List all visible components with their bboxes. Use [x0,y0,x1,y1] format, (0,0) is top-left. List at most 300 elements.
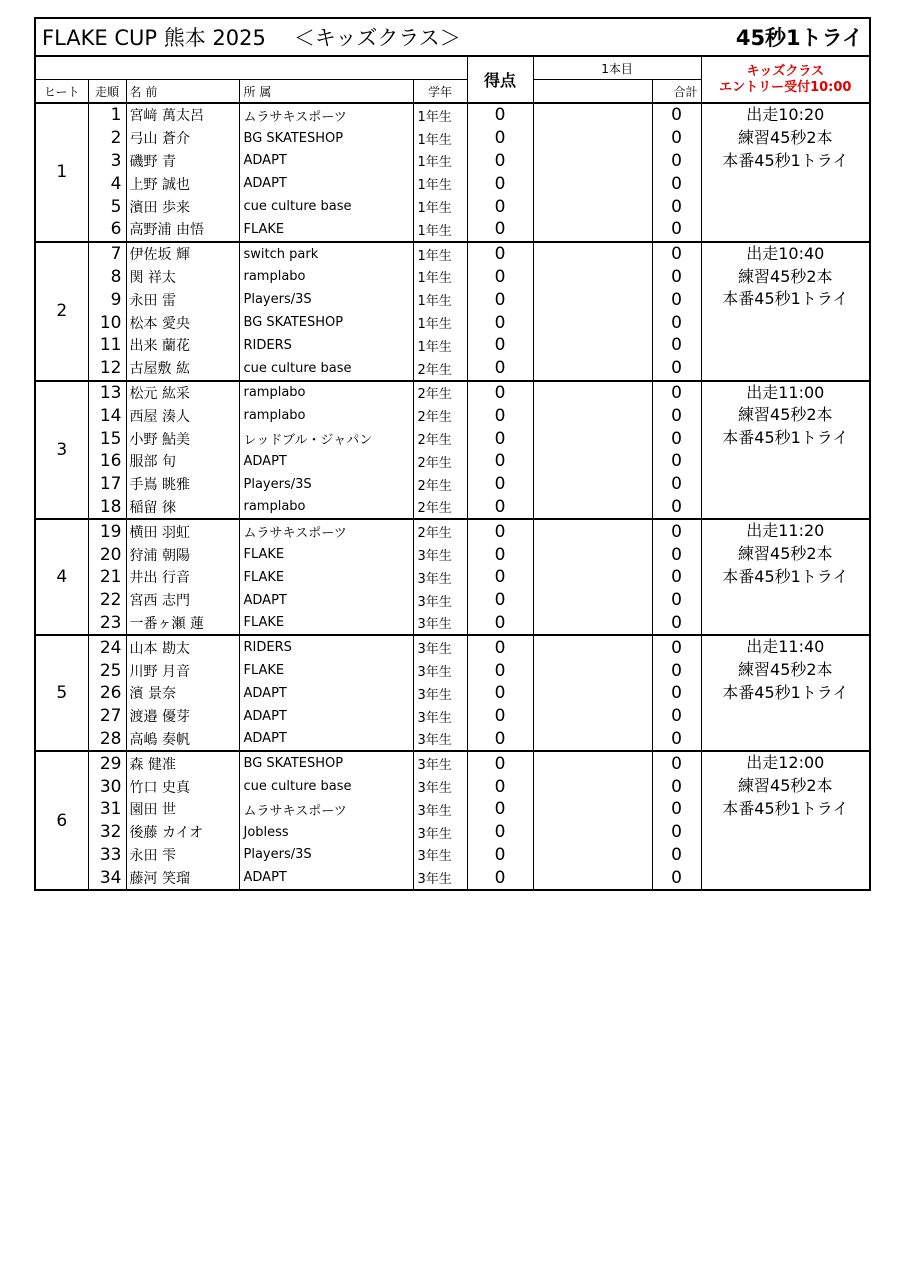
rider-grade: 3年生 [413,705,467,728]
format-label: 45秒1トライ [701,18,870,56]
col-grade: 学年 [413,80,467,104]
rider-score: 0 [467,427,533,450]
heat-schedule-line: 練習45秒2本 [701,404,870,427]
run-order: 13 [88,381,126,405]
heat-info-blank [701,473,870,496]
run1-cell [533,195,652,218]
rider-grade: 2年生 [413,519,467,543]
rider-grade: 2年生 [413,473,467,496]
rider-grade: 1年生 [413,172,467,195]
rider-row [35,775,870,798]
rider-name: 高野浦 由悟 [126,218,239,242]
heat-schedule-line: 出走11:20 [701,519,870,543]
rider-name: 山本 勘太 [126,635,239,659]
rider-score: 0 [467,172,533,195]
rider-grade: 2年生 [413,427,467,450]
rider-name: 一番ヶ瀬 蓮 [126,612,239,636]
rider-grade: 3年生 [413,682,467,705]
rider-name: 古屋敷 紘 [126,357,239,381]
rider-total: 0 [652,682,701,705]
rider-row [35,659,870,682]
title-cell [35,18,701,56]
rider-total: 0 [652,866,701,890]
rider-grade: 1年生 [413,311,467,334]
rider-name: 松元 紘采 [126,381,239,405]
rider-total: 0 [652,242,701,266]
rider-grade: 3年生 [413,751,467,775]
rider-total: 0 [652,612,701,636]
entry-time: エントリー受付10:00 [719,79,852,95]
rider-affiliation: ramplabo [239,381,413,405]
col-total: 合計 [652,80,701,104]
header-blank [35,56,467,80]
rider-total: 0 [652,404,701,427]
rider-affiliation: ADAPT [239,866,413,890]
rider-affiliation: cue culture base [239,775,413,798]
rider-name: 永田 雫 [126,844,239,867]
run1-cell [533,519,652,543]
heat-info-blank [701,496,870,520]
entry-title: キッズクラス [746,63,824,79]
rider-score: 0 [467,150,533,173]
rider-row [35,127,870,150]
rider-name: 宮西 志門 [126,589,239,612]
rider-name: 森 健准 [126,751,239,775]
rider-grade: 2年生 [413,381,467,405]
run1-cell [533,821,652,844]
rider-grade: 3年生 [413,844,467,867]
rider-total: 0 [652,844,701,867]
heat-info-blank [701,172,870,195]
run-order: 24 [88,635,126,659]
rider-grade: 1年生 [413,103,467,127]
rider-name: 手嶌 眺雅 [126,473,239,496]
heat-number: 4 [35,519,88,635]
rider-score: 0 [467,381,533,405]
run-order: 2 [88,127,126,150]
rider-score: 0 [467,195,533,218]
rider-affiliation: RIDERS [239,635,413,659]
rider-grade: 3年生 [413,821,467,844]
rider-grade: 3年生 [413,728,467,752]
run-order: 27 [88,705,126,728]
rider-grade: 3年生 [413,659,467,682]
rider-score: 0 [467,127,533,150]
rider-score: 0 [467,844,533,867]
rider-row [35,381,870,405]
rider-row [35,866,870,890]
run1-cell [533,844,652,867]
rider-row [35,150,870,173]
rider-name: 竹口 史真 [126,775,239,798]
heat-schedule-line: 練習45秒2本 [701,775,870,798]
rider-score: 0 [467,543,533,566]
rider-score: 0 [467,519,533,543]
entry-note [701,56,870,103]
rider-name: 出来 蘭花 [126,334,239,357]
results-sheet [34,17,869,891]
heat-schedule-line: 本番45秒1トライ [701,682,870,705]
run1-cell [533,473,652,496]
rider-score: 0 [467,103,533,127]
rider-total: 0 [652,150,701,173]
rider-name: 狩浦 朝陽 [126,543,239,566]
run-order: 19 [88,519,126,543]
run1-cell [533,381,652,405]
rider-score: 0 [467,705,533,728]
rider-score: 0 [467,866,533,890]
run-order: 32 [88,821,126,844]
run1-cell [533,266,652,289]
rider-row [35,311,870,334]
run-order: 17 [88,473,126,496]
rider-total: 0 [652,635,701,659]
col-score: 得点 [467,56,533,103]
rider-row [35,195,870,218]
heat-schedule-line: 本番45秒1トライ [701,150,870,173]
rider-affiliation: cue culture base [239,195,413,218]
rider-name: 弓山 蒼介 [126,127,239,150]
run1-cell [533,775,652,798]
rider-affiliation: ADAPT [239,172,413,195]
rider-affiliation: ADAPT [239,589,413,612]
rider-row [35,751,870,775]
rider-row [35,682,870,705]
run1-cell [533,496,652,520]
rider-name: 川野 月音 [126,659,239,682]
rider-grade: 3年生 [413,589,467,612]
rider-score: 0 [467,473,533,496]
heat-info-blank [701,334,870,357]
rider-row [35,242,870,266]
rider-grade: 3年生 [413,566,467,589]
rider-affiliation: Jobless [239,821,413,844]
run-order: 20 [88,543,126,566]
run1-cell [533,751,652,775]
run-order: 1 [88,103,126,127]
rider-grade: 1年生 [413,266,467,289]
run-order: 15 [88,427,126,450]
rider-score: 0 [467,496,533,520]
run1-cell [533,798,652,821]
rider-score: 0 [467,635,533,659]
heat-schedule-line: 出走12:00 [701,751,870,775]
rider-affiliation: ADAPT [239,682,413,705]
run-order: 26 [88,682,126,705]
heat-schedule-line: 本番45秒1トライ [701,566,870,589]
rider-affiliation: ramplabo [239,496,413,520]
rider-score: 0 [467,566,533,589]
rider-grade: 3年生 [413,775,467,798]
col-run1-blank [533,80,652,104]
heat-number: 1 [35,103,88,242]
rider-grade: 1年生 [413,242,467,266]
rider-score: 0 [467,334,533,357]
heat-schedule-line: 出走10:20 [701,103,870,127]
rider-affiliation: Players/3S [239,288,413,311]
rider-total: 0 [652,566,701,589]
rider-name: 横田 羽虹 [126,519,239,543]
rider-total: 0 [652,288,701,311]
class-label: ＜キッズクラス＞ [293,26,461,50]
heat-number: 3 [35,381,88,520]
rider-affiliation: RIDERS [239,334,413,357]
rider-score: 0 [467,242,533,266]
rider-total: 0 [652,751,701,775]
heat-schedule-line: 練習45秒2本 [701,659,870,682]
run-order: 23 [88,612,126,636]
rider-row [35,844,870,867]
rider-affiliation: FLAKE [239,543,413,566]
rider-total: 0 [652,195,701,218]
run1-cell [533,242,652,266]
heat-schedule-line: 練習45秒2本 [701,127,870,150]
run1-cell [533,288,652,311]
run-order: 11 [88,334,126,357]
rider-grade: 3年生 [413,543,467,566]
rider-grade: 1年生 [413,288,467,311]
run1-cell [533,427,652,450]
run-order: 34 [88,866,126,890]
rider-score: 0 [467,404,533,427]
rider-row [35,218,870,242]
col-heat: ヒート [35,80,88,104]
run-order: 8 [88,266,126,289]
rider-affiliation: FLAKE [239,566,413,589]
rider-grade: 3年生 [413,612,467,636]
rider-row [35,427,870,450]
rider-name: 後藤 カイオ [126,821,239,844]
run1-cell [533,705,652,728]
rider-score: 0 [467,218,533,242]
rider-affiliation: ADAPT [239,705,413,728]
rider-affiliation: Players/3S [239,473,413,496]
rider-name: 上野 誠也 [126,172,239,195]
rider-score: 0 [467,751,533,775]
rider-name: 松本 愛央 [126,311,239,334]
rider-affiliation: cue culture base [239,357,413,381]
rider-total: 0 [652,172,701,195]
rider-total: 0 [652,334,701,357]
col-run1: 1本目 [533,56,701,80]
rider-grade: 2年生 [413,404,467,427]
run1-cell [533,103,652,127]
rider-row [35,728,870,752]
run1-cell [533,543,652,566]
run1-cell [533,866,652,890]
rider-total: 0 [652,427,701,450]
rider-score: 0 [467,450,533,473]
rider-affiliation: ムラサキスポーツ [239,519,413,543]
run-order: 28 [88,728,126,752]
rider-row [35,543,870,566]
run1-cell [533,357,652,381]
heat-schedule-line: 本番45秒1トライ [701,427,870,450]
rider-total: 0 [652,218,701,242]
heat-info-blank [701,612,870,636]
rider-affiliation: switch park [239,242,413,266]
rider-name: 濱田 歩来 [126,195,239,218]
run-order: 4 [88,172,126,195]
col-affiliation: 所 属 [239,80,413,104]
rider-affiliation: ramplabo [239,404,413,427]
run-order: 31 [88,798,126,821]
rider-row [35,821,870,844]
run-order: 12 [88,357,126,381]
heat-info-blank [701,450,870,473]
rider-total: 0 [652,589,701,612]
rider-score: 0 [467,311,533,334]
run-order: 29 [88,751,126,775]
run-order: 10 [88,311,126,334]
rider-row [35,496,870,520]
rider-row [35,798,870,821]
rider-affiliation: ADAPT [239,450,413,473]
heat-info-blank [701,821,870,844]
heat-schedule-line: 本番45秒1トライ [701,798,870,821]
rider-name: 濱 景奈 [126,682,239,705]
rider-grade: 2年生 [413,496,467,520]
col-name: 名 前 [126,80,239,104]
rider-name: 稲留 徠 [126,496,239,520]
heat-info-blank [701,844,870,867]
rider-grade: 2年生 [413,450,467,473]
rider-affiliation: FLAKE [239,612,413,636]
rider-total: 0 [652,127,701,150]
rider-total: 0 [652,728,701,752]
heat-number: 6 [35,751,88,890]
rider-affiliation: FLAKE [239,659,413,682]
heat-info-blank [701,589,870,612]
rider-name: 関 祥太 [126,266,239,289]
rider-name: 西屋 湊人 [126,404,239,427]
heat-schedule-line: 本番45秒1トライ [701,288,870,311]
rider-grade: 1年生 [413,127,467,150]
rider-affiliation: FLAKE [239,218,413,242]
run1-cell [533,728,652,752]
rider-total: 0 [652,519,701,543]
rider-name: 伊佐坂 輝 [126,242,239,266]
run-order: 5 [88,195,126,218]
rider-row [35,450,870,473]
run-order: 18 [88,496,126,520]
rider-name: 園田 世 [126,798,239,821]
rider-row [35,266,870,289]
rider-name: 渡邉 優芽 [126,705,239,728]
rider-total: 0 [652,357,701,381]
run-order: 25 [88,659,126,682]
run1-cell [533,450,652,473]
rider-score: 0 [467,775,533,798]
rider-name: 井出 行音 [126,566,239,589]
heat-number: 5 [35,635,88,751]
run-order: 21 [88,566,126,589]
heat-info-blank [701,705,870,728]
run1-cell [533,612,652,636]
heat-info-blank [701,357,870,381]
heat-schedule-line: 練習45秒2本 [701,266,870,289]
rider-total: 0 [652,798,701,821]
run-order: 6 [88,218,126,242]
rider-total: 0 [652,450,701,473]
results-table [34,17,871,891]
rider-affiliation: Players/3S [239,844,413,867]
rider-affiliation: BG SKATESHOP [239,751,413,775]
run1-cell [533,150,652,173]
rider-row [35,705,870,728]
rider-score: 0 [467,357,533,381]
rider-grade: 3年生 [413,866,467,890]
rider-score: 0 [467,798,533,821]
rider-name: 服部 旬 [126,450,239,473]
rider-affiliation: BG SKATESHOP [239,127,413,150]
heat-schedule-line: 出走10:40 [701,242,870,266]
rider-total: 0 [652,705,701,728]
rider-grade: 3年生 [413,798,467,821]
rider-row [35,589,870,612]
run1-cell [533,311,652,334]
run1-cell [533,218,652,242]
rider-total: 0 [652,266,701,289]
rider-row [35,103,870,127]
rider-score: 0 [467,728,533,752]
rider-total: 0 [652,103,701,127]
heat-info-blank [701,218,870,242]
col-order: 走順 [88,80,126,104]
run-order: 7 [88,242,126,266]
heat-info-blank [701,728,870,752]
run-order: 33 [88,844,126,867]
rider-name: 磯野 青 [126,150,239,173]
rider-row [35,635,870,659]
run1-cell [533,659,652,682]
rider-total: 0 [652,381,701,405]
rider-grade: 2年生 [413,357,467,381]
rider-grade: 3年生 [413,635,467,659]
run1-cell [533,334,652,357]
rider-affiliation: ADAPT [239,728,413,752]
run-order: 16 [88,450,126,473]
rider-row [35,357,870,381]
rider-row [35,473,870,496]
heat-number: 2 [35,242,88,381]
rider-affiliation: ムラサキスポーツ [239,103,413,127]
run1-cell [533,404,652,427]
rider-affiliation: ramplabo [239,266,413,289]
rider-affiliation: BG SKATESHOP [239,311,413,334]
rider-grade: 1年生 [413,334,467,357]
heat-schedule-line: 出走11:00 [701,381,870,405]
run-order: 9 [88,288,126,311]
rider-name: 小野 鮎美 [126,427,239,450]
rider-row [35,288,870,311]
run1-cell [533,127,652,150]
rider-grade: 1年生 [413,150,467,173]
rider-total: 0 [652,821,701,844]
run1-cell [533,589,652,612]
rider-total: 0 [652,775,701,798]
rider-row [35,612,870,636]
rider-total: 0 [652,473,701,496]
rider-score: 0 [467,288,533,311]
run1-cell [533,635,652,659]
event-title: FLAKE CUP 熊本 2025 [42,26,266,50]
rider-row [35,566,870,589]
rider-total: 0 [652,659,701,682]
rider-score: 0 [467,659,533,682]
rider-name: 藤河 笑瑠 [126,866,239,890]
rider-score: 0 [467,682,533,705]
